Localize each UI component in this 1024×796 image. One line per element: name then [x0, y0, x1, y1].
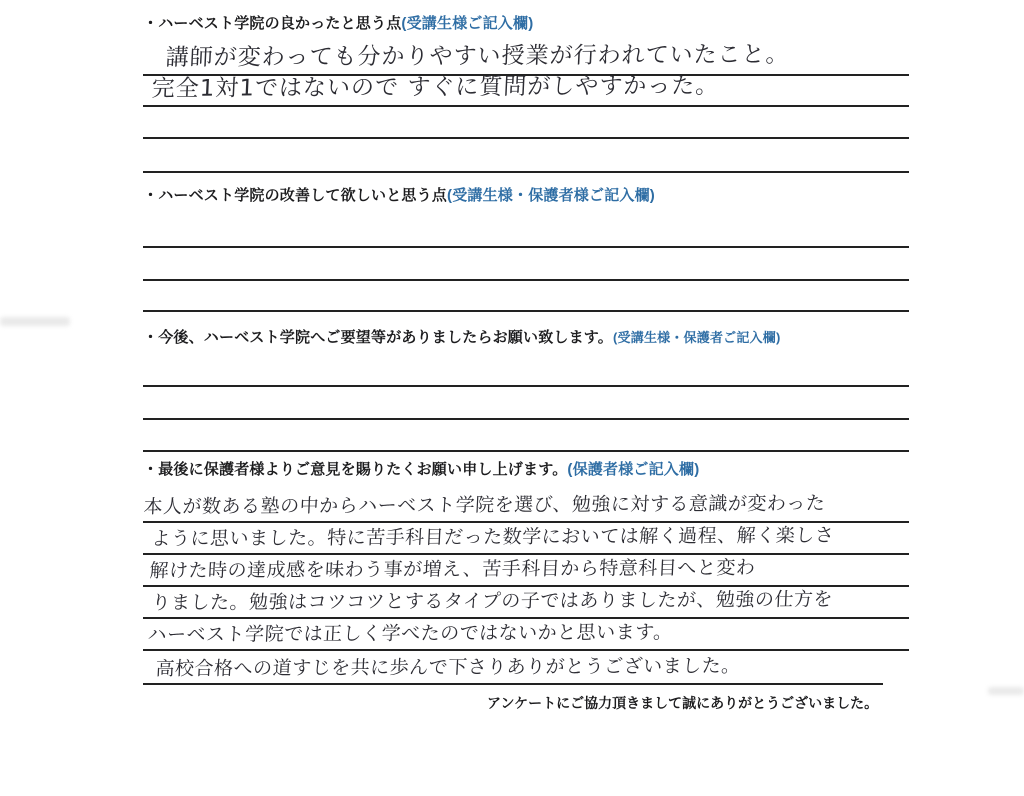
handwritten-line	[143, 587, 909, 619]
section-title-text: ・今後、ハーベスト学院へご要望等がありましたらお願い致します。	[143, 329, 614, 346]
handwritten-line	[143, 555, 909, 587]
section-good-points	[143, 14, 909, 173]
section-note-blue: (受講生様・保護者様ご記入欄)	[447, 187, 656, 204]
section-title-text: ・ハーベスト学院の良かったと思う点	[143, 15, 402, 32]
handwritten-text: 本人が数ある塾の中からハーベスト学院を選び、勉強に対する意識が変わった	[143, 492, 826, 518]
closing-thanks-text: アンケートにご協力頂きまして誠にありがとうございました。	[487, 695, 879, 711]
section-requests	[143, 328, 909, 452]
handwritten-text: 高校合格への道すじを共に歩んで下さりありがとうございました。	[155, 654, 742, 680]
scan-artifact	[988, 687, 1024, 695]
blank-ruled-line	[143, 281, 909, 312]
handwritten-text: 講師が変わっても分かりやすい授業が行われていたこと。	[165, 41, 791, 72]
handwritten-text: 完全1対1ではないので すぐに質問がしやすかった。	[151, 73, 720, 103]
blank-ruled-line	[143, 387, 909, 420]
blank-ruled-line	[143, 420, 909, 452]
handwritten-text: 解けた時の達成感を味わう事が増え、苦手科目から特意科目へと変わ	[149, 556, 756, 582]
section-note-blue: (受講生様・保護者ご記入欄)	[613, 330, 781, 345]
handwritten-line	[143, 619, 909, 651]
section-good-points-header	[143, 14, 909, 34]
section-note-blue: (保護者様ご記入欄)	[567, 461, 700, 478]
scan-artifact	[0, 317, 70, 326]
section-improvements-header	[143, 186, 909, 206]
blank-ruled-line	[143, 139, 909, 173]
section-title-text: ・ハーベスト学院の改善して欲しいと思う点	[143, 187, 448, 204]
section-guardian-comments	[143, 460, 909, 685]
section-requests-header	[143, 328, 909, 348]
blank-ruled-line	[143, 206, 909, 248]
handwritten-line	[143, 523, 909, 555]
handwritten-text: りました。勉強はコツコツとするタイプの子ではありましたが、勉強の仕方を	[151, 588, 834, 614]
handwritten-line	[143, 73, 909, 107]
handwritten-line	[143, 480, 909, 523]
blank-ruled-line	[143, 348, 909, 387]
section-guardian-comments-header	[143, 460, 909, 480]
section-title-text: ・最後に保護者様よりご意見を賜りたくお願い申し上げます。	[143, 461, 568, 478]
section-improvements	[143, 186, 909, 312]
handwritten-text: ように思いました。特に苦手科目だった数学においては解く過程、解く楽しさ	[151, 524, 835, 550]
blank-ruled-line	[143, 248, 909, 281]
handwritten-line	[143, 651, 883, 685]
blank-ruled-line	[143, 107, 909, 139]
section-note-blue: (受講生様ご記入欄)	[401, 15, 534, 32]
handwritten-text: ハーベスト学院では正しく学べたのではないかと思います。	[147, 621, 674, 646]
